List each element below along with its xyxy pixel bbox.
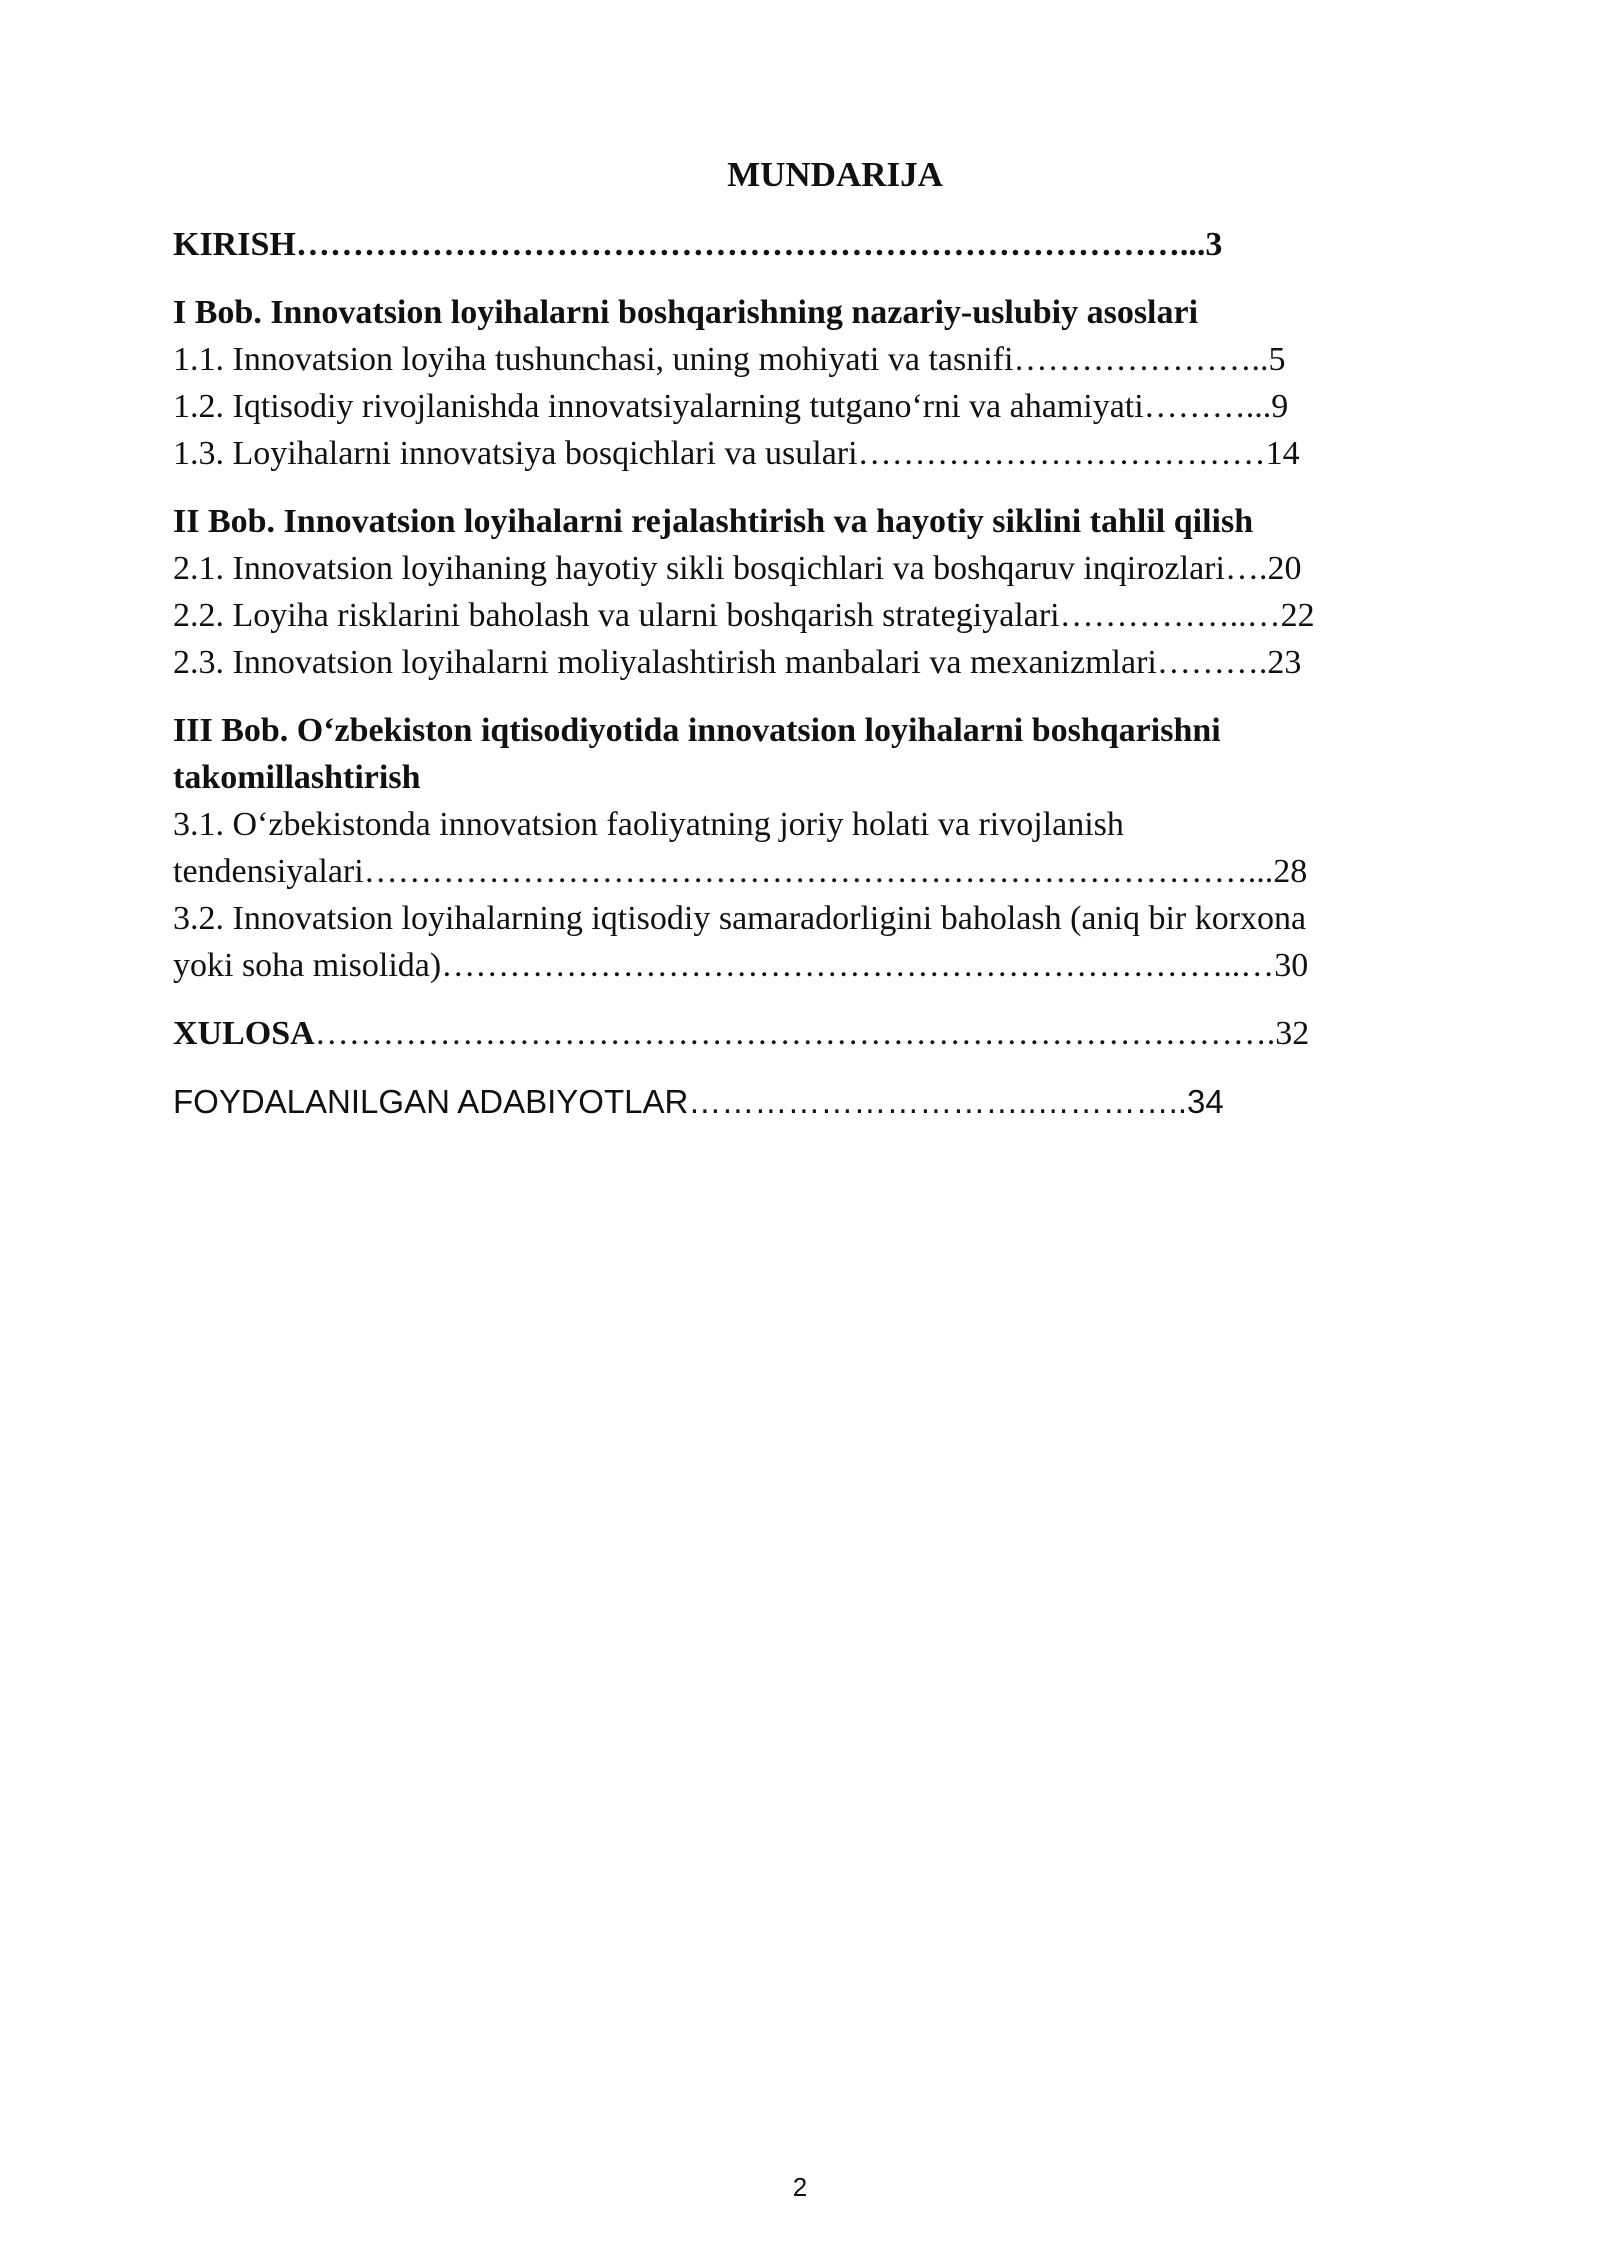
- toc-title: MUNDARIJA: [727, 155, 943, 194]
- toc-entry-2-2: 2.2. Loyiha risklarini baholash va ularni boshqarish strategiyalari……………..…22: [173, 597, 1315, 634]
- toc-entry-adabiyotlar: FOYDALANILGAN ADABIYOTLAR…………………………..…………..34: [173, 1083, 1224, 1120]
- toc-entry-2-1: 2.1. Innovatsion loyihaning hayotiy sikli bosqichlari va boshqaruv inqirozlari….20: [173, 550, 1302, 587]
- toc-entry-3-2-line-1: 3.2. Innovatsion loyihalarning iqtisodiy samaradorligini baholash (aniq bir korxona: [173, 900, 1307, 937]
- page-number: 2: [792, 2172, 808, 2202]
- toc-entry-xulosa: [173, 1011, 1309, 1057]
- chapter-3-heading-line-2: takomillashtirish: [173, 759, 421, 796]
- toc-entry-3-2-line-2: yoki soha misolida)……………………………………………………………..…30: [173, 947, 1309, 984]
- toc-entry-kirish: KIRISH……………………………………………………………………...3: [173, 226, 1223, 263]
- toc-entry-2-3: 2.3. Innovatsion loyihalarni moliyalashtirish manbalari va mexanizmlari……….23: [173, 644, 1302, 681]
- toc-entry-1-2: 1.2. Iqtisodiy rivojlanishda innovatsiyalarning tutgano‘rni va ahamiyati………...9: [173, 388, 1289, 425]
- chapter-3-heading-line-1: III Bob. O‘zbekiston iqtisodiyotida innovatsion loyihalarni boshqarishni: [173, 712, 1221, 749]
- chapter-1-heading: I Bob. Innovatsion loyihalarni boshqarishning nazariy-uslubiy asoslari: [173, 294, 1199, 331]
- toc-entry-3-1-line-1: 3.1. O‘zbekistonda innovatsion faoliyatning joriy holati va rivojlanish: [173, 806, 1124, 843]
- chapter-2-heading: II Bob. Innovatsion loyihalarni rejalashtirish va hayotiy siklini tahlil qilish: [173, 503, 1254, 540]
- toc-entry-1-1: 1.1. Innovatsion loyiha tushunchasi, uning mohiyati va tasnifi…………………..5: [173, 341, 1286, 378]
- xulosa-leader: ………………………………………………………………………….32: [314, 1015, 1310, 1052]
- toc-entry-3-1-line-2: tendensiyalari……………………………………………………………………...28: [173, 853, 1308, 890]
- xulosa-label: XULOSA: [173, 1015, 315, 1052]
- toc-entry-1-3: 1.3. Loyihalarni innovatsiya bosqichlari va usulari………………………………14: [173, 435, 1300, 472]
